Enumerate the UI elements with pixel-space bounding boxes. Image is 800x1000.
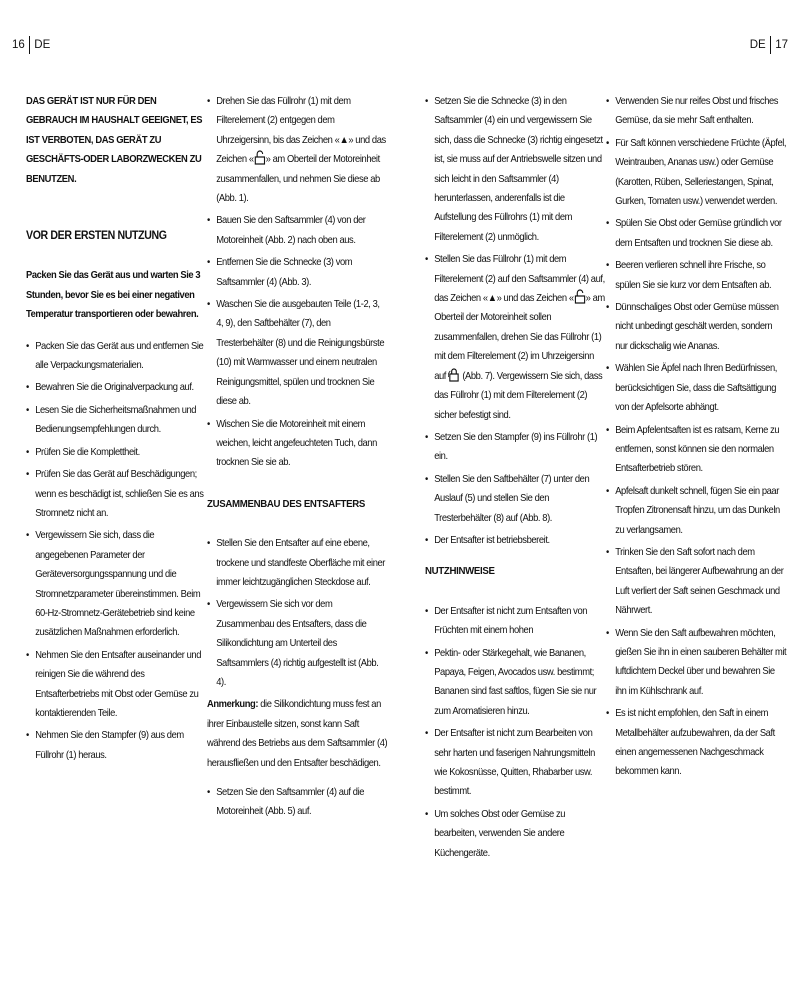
household-use-warning: DAS GERÄT IST NUR FÜR DEN GEBRAUCH IM HAUSHALT GEEIGNET, ES IST VERBOTEN, DAS GERÄT ZU GESCHÄFTS-ODER LABORZWECKEN ZU BENUTZEN. (26, 96, 203, 185)
column-2 (207, 92, 387, 825)
page-number-right (750, 36, 788, 54)
list-item: • Prüfen Sie die Komplettheit. (26, 443, 206, 462)
note-text: die Silikondichtung muss fest an ihrer Einbaustelle sitzen, sonst kann Saft während des Betriebs aus dem Saftsammler (4) herausfließen und den Entsafter beschädigen. (207, 699, 388, 769)
text-span: » und das Zeichen « (496, 293, 574, 305)
assembly-list (207, 534, 387, 692)
list-item: • Wischen Sie die Motoreinheit mit einem weichen, leicht angefeuchteten Tuch, dann trocknen Sie sie ab. (207, 415, 387, 473)
note (207, 695, 387, 773)
list-item: • Verwenden Sie nur reifes Obst und frisches Gemüse, da sie mehr Saft enthalten. (606, 92, 786, 131)
column-4 (606, 92, 786, 785)
list-item: • Der Entsafter ist nicht zum Bearbeiten von sehr harten und faserigen Nahrungsmitteln wie Kokosnüsse, Quitten, Rhabarber usw. bestimmt. (425, 724, 605, 802)
section-heading-assembly: ZUSAMMENBAU DES ENTSAFTERS (207, 497, 366, 510)
list-item: • Packen Sie das Gerät aus und entfernen Sie alle Verpackungsmaterialien. (26, 337, 206, 376)
list-item: • Entfernen Sie die Schnecke (3) vom Saftsammler (4) (Abb. 3). (207, 253, 387, 292)
list-item: • Pektin- oder Stärkegehalt, wie Bananen, Papaya, Feigen, Avocados usw. bestimmt; Bananen sind fast saftlos, fügen Sie sie nur zum Aromatisieren hinzu. (425, 644, 605, 722)
list-item: • Vergewissern Sie sich vor dem Zusammenbau des Entsafters, dass die Silikondichtung am Unterteil des Saftsammlers (4) richtig aufgestellt ist (Abb. 4). (207, 595, 387, 692)
list-item: • Der Entsafter ist betriebsbereit. (425, 531, 605, 550)
section-heading-usage-tips: NUTZHINWEISE (425, 565, 495, 578)
list-item: • Trinken Sie den Saft sofort nach dem Entsaften, bei längerer Aufbewahrung an der Luft verliert der Saft seinen Geschmack und Nährwert. (606, 543, 786, 621)
list-item: • Nehmen Sie den Entsafter auseinander und reinigen Sie die während des Entsafterbetriebs mit Obst oder Gemüse zu kontaktierenden Teile. (26, 646, 206, 724)
usage-tips-list-continued (606, 92, 786, 782)
list-item: • Setzen Sie den Stampfer (9) ins Füllrohr (1) ein. (425, 428, 605, 467)
list-item: • Nehmen Sie den Stampfer (9) aus dem Füllrohr (1) heraus. (26, 726, 206, 765)
list-item: • Setzen Sie die Schnecke (3) in den Saftsammler (4) ein und vergewissern Sie sich, dass die Schnecke (3) richtig eingesetzt ist, sie muss auf der Antriebswelle sitzen und sich leicht in den Saftsammler (4) herunterlassen, anderenfalls ist die Aufstellung des Füllrohrs (1) mit dem Filterelement (2) unmöglich. (425, 92, 605, 247)
list-item: • Lesen Sie die Sicherheitsmaßnahmen und Bedienungsempfehlungen durch. (26, 401, 206, 440)
text-span: » und das Zeichen « (216, 134, 386, 166)
list-item: • Der Entsafter ist nicht zum Entsaften von Früchten mit einem hohen (425, 602, 605, 641)
list-item: • Wenn Sie den Saft aufbewahren möchten, gießen Sie ihn in einen sauberen Behälter mit luftdichtem Deckel über und bewahren Sie ihn im Kühlschrank auf. (606, 624, 786, 702)
list-item: • Waschen Sie die ausgebauten Teile (1-2, 3, 4, 9), den Saftbehälter (7), den Tresterbehälter (8) und die Reinigungsbürste (10) mit Warmwasser und einem neutralen Reinigungsmittel, spülen und trocknen Sie diese ab. (207, 295, 387, 411)
assembly-list-continued (207, 783, 387, 822)
triangle-symbol: ▲ (339, 134, 349, 146)
usage-tips-list (425, 602, 605, 863)
unlock-icon (574, 289, 586, 304)
lock-rotate-icon (448, 367, 460, 382)
list-item: • Bauen Sie den Saftsammler (4) von der Motoreinheit (Abb. 2) nach oben aus. (207, 211, 387, 250)
page-divider (770, 36, 772, 54)
text-span: » am Oberteil der Motoreinheit zusammenfallen, und nehmen Sie diese ab (Abb. 1). (216, 154, 380, 205)
list-item (425, 250, 605, 425)
page-number: 16 (12, 39, 25, 52)
text-span: Drehen Sie das Füllrohr (1) mit dem Filterelement (2) entgegen dem Uhrzeigersinn, bis das Zeichen « (216, 96, 351, 146)
disassembly-list (207, 92, 387, 473)
list-item: • Apfelsaft dunkelt schnell, fügen Sie ein paar Tropfen Zitronensaft hinzu, um das Dunkeln zu verlangsamen. (606, 482, 786, 540)
text-span: (Abb. 7). Vergewissern Sie sich, dass das Füllrohr (1) mit dem Filterelement (2) sicher befestigt sind. (434, 370, 603, 421)
bold-instruction: Packen Sie das Gerät aus und warten Sie 3 Stunden, bevor Sie es bei einer negativen Temperatur transportieren oder bewahren. (26, 270, 201, 321)
list-item: • Stellen Sie den Entsafter auf eine ebene, trockene und standfeste Oberfläche mit einer immer leichtzugänglichen Steckdose auf. (207, 534, 387, 592)
list-item: • Beim Apfelentsaften ist es ratsam, Kerne zu entfernen, sonst können sie den normalen Entsafterbetrieb stören. (606, 421, 786, 479)
first-use-list (26, 337, 206, 766)
column-1 (26, 92, 206, 768)
column-3 (425, 92, 605, 866)
page-divider (29, 36, 31, 54)
list-item: • Setzen Sie den Saftsammler (4) auf die Motoreinheit (Abb. 5) auf. (207, 783, 387, 822)
text-span: » am Oberteil der Motoreinheit sollen zusammenfallen, drehen Sie das Füllrohr (1) mit dem Filterelement (2) im Uhrzeigersinn auf (434, 293, 605, 382)
list-item: • Dünnschaliges Obst oder Gemüse müssen nicht unbedingt geschält werden, sondern nur dickschalig wie Ananas. (606, 298, 786, 356)
assembly-steps-list (425, 92, 605, 550)
language-code: DE (749, 39, 766, 52)
page-number: 17 (775, 39, 788, 52)
list-item: • Wählen Sie Äpfel nach Ihren Bedürfnissen, berücksichtigen Sie, dass die Saftsättigung von der Apfelsorte abhängt. (606, 359, 786, 417)
list-item (207, 92, 387, 208)
text-span: Stellen Sie das Füllrohr (1) mit dem Filterelement (2) auf den Saftsammler (4) auf, das Zeichen « (434, 254, 605, 305)
list-item: • Stellen Sie den Saftbehälter (7) unter den Auslauf (5) und stellen Sie den Tresterbehälter (8) auf (Abb. 8). (425, 470, 605, 528)
list-item: • Vergewissern Sie sich, dass die angegebenen Parameter der Geräteversorgungsspannung und die Stromnetzparameter übereinstimmen. Beim 60-Hz-Stromnetz-Gerätebetrieb sind keine zusätzlichen Maßnahmen erforderlich. (26, 526, 206, 642)
list-item: • Bewahren Sie die Originalverpackung auf. (26, 378, 206, 397)
list-item: • Für Saft können verschiedene Früchte (Äpfel, Weintrauben, Ananas usw.) oder Gemüse (Karotten, Rüben, Selleriestangen, Spinat, Gurken, Tomaten usw.) verwendet werden. (606, 134, 786, 212)
list-item: • Prüfen Sie das Gerät auf Beschädigungen; wenn es beschädigt ist, schließen Sie es ans Stromnetz nicht an. (26, 465, 206, 523)
unlock-icon (254, 150, 266, 165)
page-number-left (12, 36, 50, 54)
note-label: Anmerkung: (207, 699, 259, 711)
list-item: • Es ist nicht empfohlen, den Saft in einem Metallbehälter aufzubewahren, da der Saft einen angemessenen Nachgeschmack bekommen kann. (606, 704, 786, 782)
list-item: • Um solches Obst oder Gemüse zu bearbeiten, verwenden Sie andere Küchengeräte. (425, 805, 605, 863)
language-code: DE (34, 39, 51, 52)
list-item: • Beeren verlieren schnell ihre Frische, so spülen Sie sie kurz vor dem Entsaften ab. (606, 256, 786, 295)
triangle-symbol: ▲ (487, 293, 497, 305)
list-item: • Spülen Sie Obst oder Gemüse gründlich vor dem Entsaften und trocknen Sie diese ab. (606, 214, 786, 253)
section-heading-first-use: VOR DER ERSTEN NUTZUNG (26, 230, 167, 243)
